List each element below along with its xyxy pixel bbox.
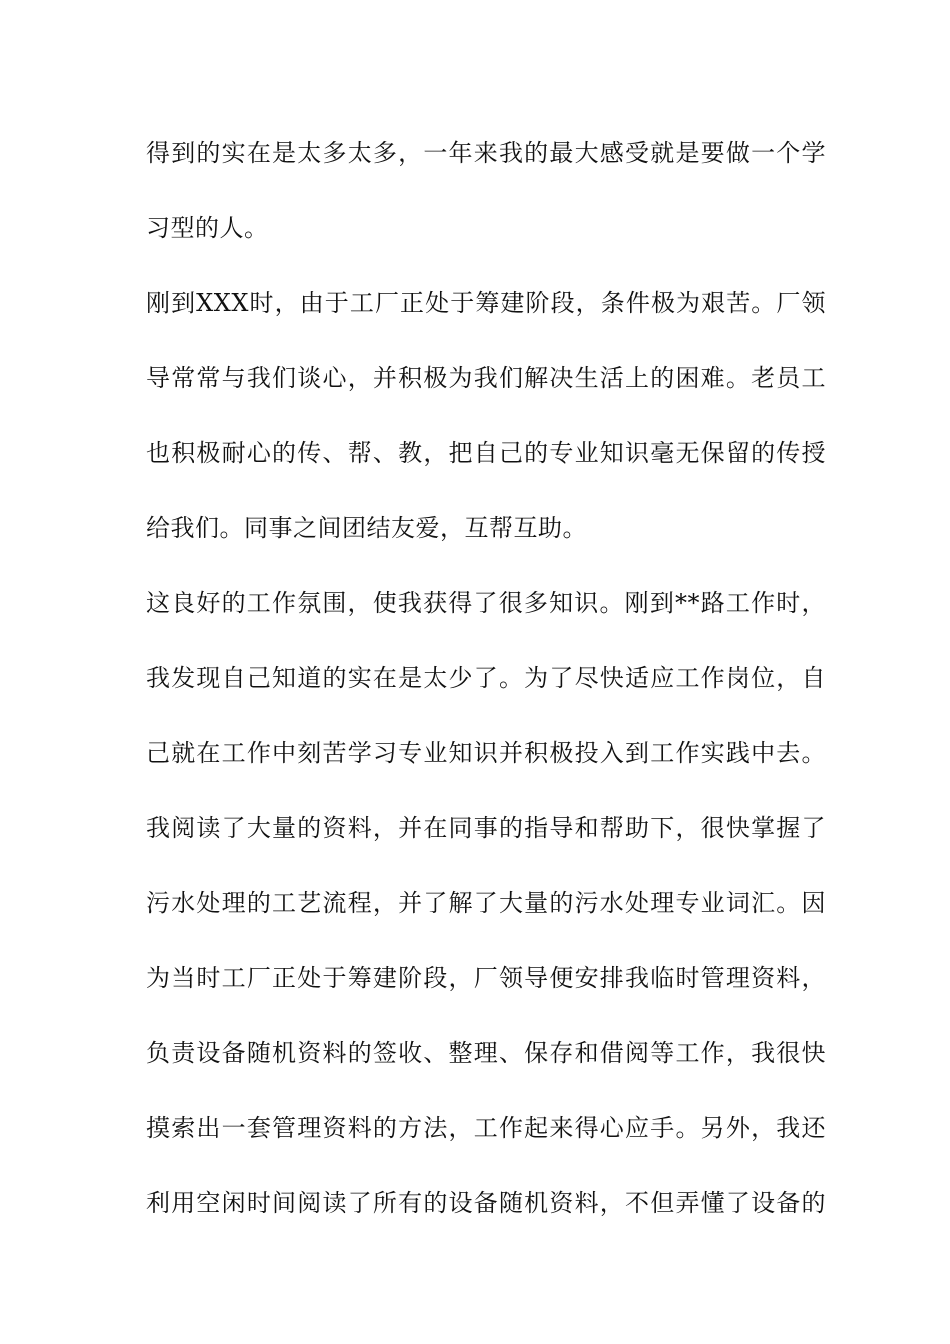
text-line: 刚到XXX时，由于工厂正处于筹建阶段，条件极为艰苦。厂领	[146, 289, 826, 317]
text-line: 给我们。同事之间团结友爱，互帮互助。	[146, 514, 587, 542]
text-line: 导常常与我们谈心，并积极为我们解决生活上的困难。老员工	[146, 364, 826, 392]
text-line: 污水处理的工艺流程，并了解了大量的污水处理专业词汇。因	[146, 889, 826, 917]
text-line: 也积极耐心的传、帮、教，把自己的专业知识毫无保留的传授	[146, 439, 826, 467]
text-line: 我发现自己知道的实在是太少了。为了尽快适应工作岗位，自	[146, 664, 826, 692]
text-line: 负责设备随机资料的签收、整理、保存和借阅等工作，我很快	[146, 1039, 826, 1067]
text-line: 我阅读了大量的资料，并在同事的指导和帮助下，很快掌握了	[146, 814, 826, 842]
text-line: 摸索出一套管理资料的方法，工作起来得心应手。另外，我还	[146, 1114, 826, 1142]
text-line: 己就在工作中刻苦学习专业知识并积极投入到工作实践中去。	[146, 739, 826, 767]
text-line: 这良好的工作氛围，使我获得了很多知识。刚到**路工作时，	[146, 589, 826, 617]
text-line: 为当时工厂正处于筹建阶段，厂领导便安排我临时管理资料，	[146, 964, 826, 992]
text-line: 利用空闲时间阅读了所有的设备随机资料，不但弄懂了设备的	[146, 1189, 826, 1217]
text-line: 得到的实在是太多太多，一年来我的最大感受就是要做一个学	[146, 139, 826, 167]
text-line: 习型的人。	[146, 214, 269, 242]
